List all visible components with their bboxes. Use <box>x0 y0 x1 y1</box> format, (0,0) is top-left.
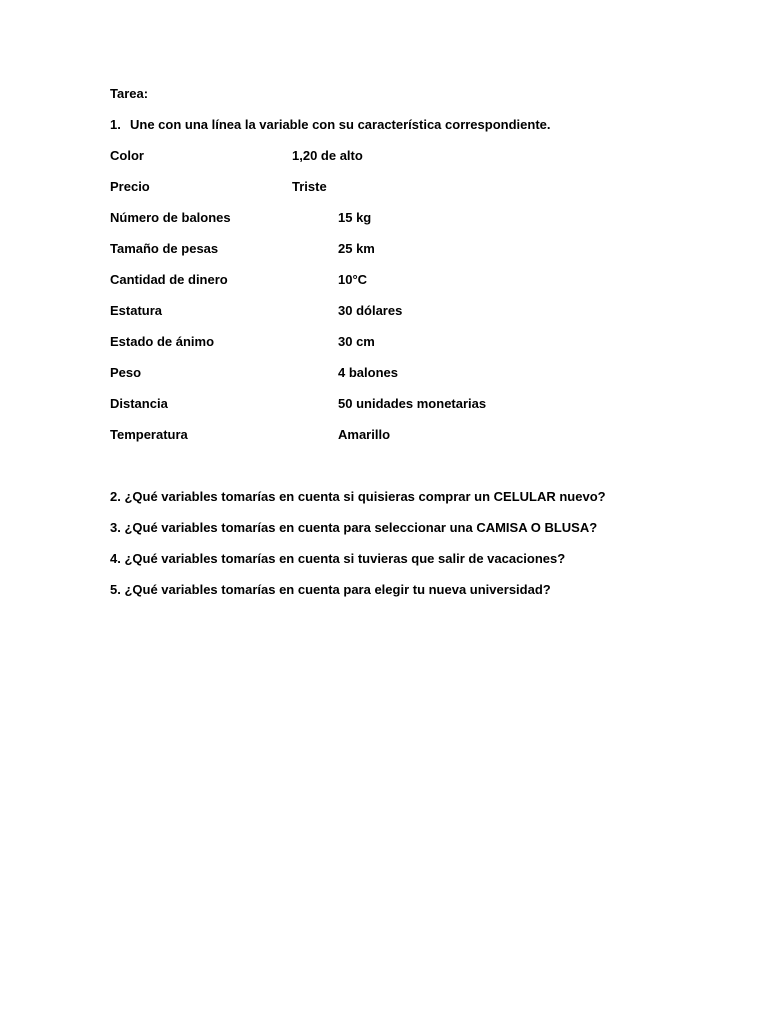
matching-row <box>110 241 670 257</box>
matching-row <box>110 272 670 288</box>
variable-label: Peso <box>110 365 142 380</box>
matching-row <box>110 334 670 350</box>
question-3: 3. ¿Qué variables tomarías en cuenta para seleccionar una CAMISA O BLUSA? <box>110 520 598 535</box>
characteristic-label: 15 kg <box>338 210 372 225</box>
variable-label: Color <box>110 148 144 163</box>
matching-row <box>110 396 670 412</box>
variable-label: Tamaño de pesas <box>110 241 219 256</box>
characteristic-label: 4 balones <box>338 365 398 380</box>
characteristic-label: 1,20 de alto <box>292 148 363 163</box>
instruction-number: 1. <box>110 117 121 132</box>
characteristic-label: 30 cm <box>338 334 375 349</box>
variable-label: Estado de ánimo <box>110 334 215 349</box>
variable-label: Número de balones <box>110 210 231 225</box>
question-4: 4. ¿Qué variables tomarías en cuenta si tuvieras que salir de vacaciones? <box>110 551 566 566</box>
characteristic-label: 30 dólares <box>338 303 403 318</box>
variable-label: Distancia <box>110 396 168 411</box>
characteristic-label: Triste <box>292 179 327 194</box>
variable-label: Precio <box>110 179 150 194</box>
variable-label: Cantidad de dinero <box>110 272 228 287</box>
variable-label: Temperatura <box>110 427 188 442</box>
instruction-1 <box>110 117 551 133</box>
question-5: 5. ¿Qué variables tomarías en cuenta para elegir tu nueva universidad? <box>110 582 551 597</box>
characteristic-label: 25 km <box>338 241 375 256</box>
characteristic-label: Amarillo <box>338 427 391 442</box>
matching-row <box>110 303 670 319</box>
matching-row <box>110 148 670 164</box>
matching-row <box>110 179 670 195</box>
instruction-text: Une con una línea la variable con su característica correspondiente. <box>130 117 551 132</box>
question-2: 2. ¿Qué variables tomarías en cuenta si quisieras comprar un CELULAR nuevo? <box>110 489 606 504</box>
matching-row <box>110 210 670 226</box>
homework-title: Tarea: <box>110 86 149 101</box>
characteristic-label: 10°C <box>338 272 368 287</box>
matching-row <box>110 427 670 443</box>
matching-row <box>110 365 670 381</box>
variable-label: Estatura <box>110 303 163 318</box>
characteristic-label: 50 unidades monetarias <box>338 396 487 411</box>
